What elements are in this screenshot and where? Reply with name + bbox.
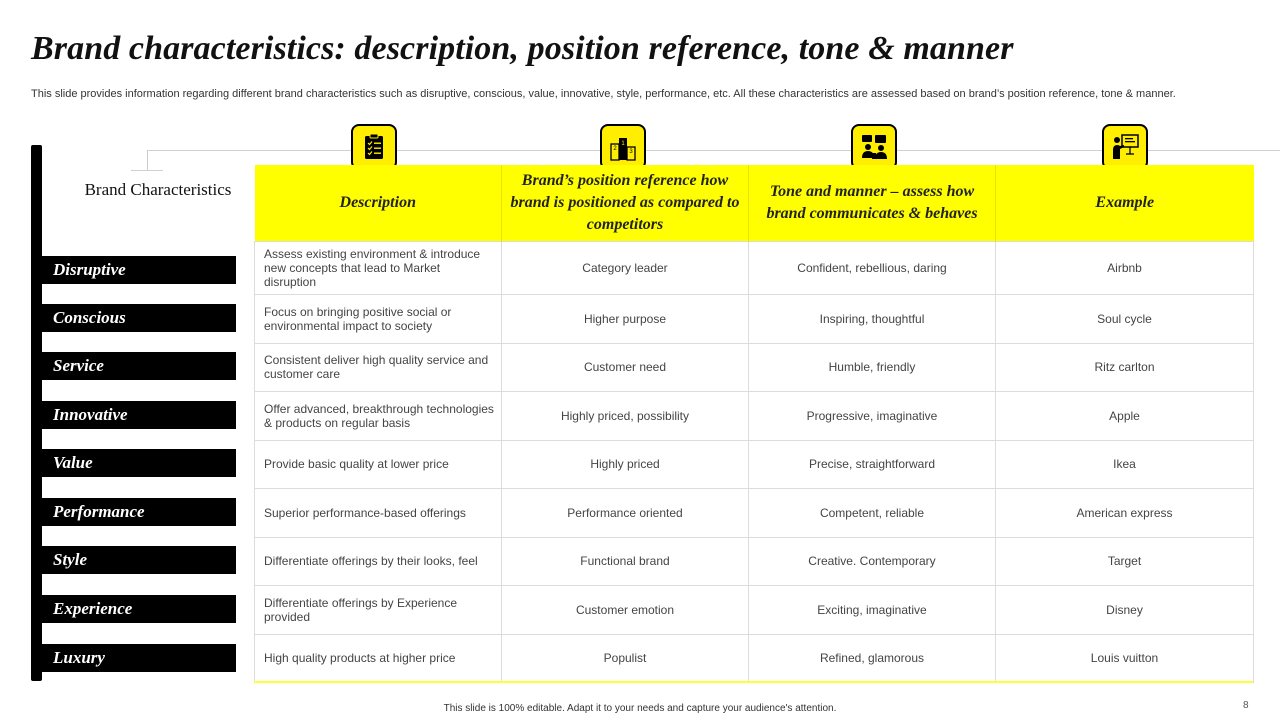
cell-example: Target: [996, 537, 1254, 586]
characteristic-label: Service: [42, 352, 236, 380]
cell-tone: Humble, friendly: [749, 343, 996, 392]
slide-title: Brand characteristics: description, position reference, tone & manner: [31, 30, 1014, 67]
cell-position: Performance oriented: [502, 489, 749, 538]
cell-example: American express: [996, 489, 1254, 538]
characteristic-label: Conscious: [42, 304, 236, 332]
clipboard-checklist-icon: [351, 124, 397, 170]
cell-description: Consistent deliver high quality service and customer care: [255, 343, 502, 392]
cell-description: Differentiate offerings by their looks, feel: [255, 537, 502, 586]
table-row: [255, 242, 1254, 295]
cell-description: High quality products at higher price: [255, 634, 502, 683]
cell-tone: Competent, reliable: [749, 489, 996, 538]
cell-tone: Exciting, imaginative: [749, 586, 996, 635]
cell-example: Soul cycle: [996, 295, 1254, 344]
characteristic-label: Performance: [42, 498, 236, 526]
table-row: [255, 634, 1254, 683]
cell-position: Higher purpose: [502, 295, 749, 344]
cell-position: Customer emotion: [502, 586, 749, 635]
brand-characteristics-table: [254, 165, 1254, 683]
cell-tone: Confident, rebellious, daring: [749, 242, 996, 295]
header-description: Description: [255, 165, 502, 242]
cell-position: Highly priced, possibility: [502, 392, 749, 441]
cell-position: Populist: [502, 634, 749, 683]
table-row: [255, 295, 1254, 344]
characteristic-label: Luxury: [42, 644, 236, 672]
cell-description: Superior performance-based offerings: [255, 489, 502, 538]
header-tone-manner: Tone and manner – assess how brand communicates & behaves: [749, 165, 996, 242]
footer-note: This slide is 100% editable. Adapt it to your needs and capture your audience's attention.: [443, 703, 837, 714]
cell-description: Assess existing environment & introduce new concepts that lead to Market disruption: [255, 242, 502, 295]
team-communication-icon: [851, 124, 897, 170]
cell-position: Highly priced: [502, 440, 749, 489]
characteristic-label: Style: [42, 546, 236, 574]
cell-description: Differentiate offerings by Experience provided: [255, 586, 502, 635]
cell-tone: Inspiring, thoughtful: [749, 295, 996, 344]
table-row: [255, 489, 1254, 538]
characteristic-label: Value: [42, 449, 236, 477]
brand-characteristics-heading: Brand Characteristics: [84, 180, 232, 199]
cell-tone: Creative. Contemporary: [749, 537, 996, 586]
characteristic-label: Disruptive: [42, 256, 236, 284]
cell-example: Ikea: [996, 440, 1254, 489]
cell-tone: Progressive, imaginative: [749, 392, 996, 441]
table-row: [255, 343, 1254, 392]
cell-tone: Refined, glamorous: [749, 634, 996, 683]
podium-label-3: 3: [629, 149, 633, 155]
vertical-accent-bar: [31, 145, 42, 681]
podium-label-2: 2: [613, 146, 617, 152]
cell-description: Focus on bringing positive social or environmental impact to society: [255, 295, 502, 344]
slide-subtitle: This slide provides information regarding different brand characteristics such as disruptive, conscious, value, innovative, style, performance, etc. All these characteristics are assessed based on brand’s position reference, tone & manner.: [31, 88, 1176, 100]
cell-example: Ritz carlton: [996, 343, 1254, 392]
cell-description: Offer advanced, breakthrough technologies & products on regular basis: [255, 392, 502, 441]
connector-line-short: [131, 170, 163, 171]
cell-example: Louis vuitton: [996, 634, 1254, 683]
cell-position: Functional brand: [502, 537, 749, 586]
table-row: [255, 440, 1254, 489]
characteristic-label: Experience: [42, 595, 236, 623]
connector-line-vertical: [147, 150, 148, 170]
cell-example: Disney: [996, 586, 1254, 635]
cell-position: Customer need: [502, 343, 749, 392]
cell-example: Airbnb: [996, 242, 1254, 295]
cell-position: Category leader: [502, 242, 749, 295]
table-row: [255, 537, 1254, 586]
header-example: Example: [996, 165, 1254, 242]
table-row: [255, 392, 1254, 441]
table-header-row: [255, 165, 1254, 242]
header-position-reference: Brand’s position reference how brand is positioned as compared to competitors: [502, 165, 749, 242]
podium-label-1: 1: [621, 141, 625, 147]
table-bottom-accent: [254, 681, 1253, 683]
cell-description: Provide basic quality at lower price: [255, 440, 502, 489]
table-row: [255, 586, 1254, 635]
page-number: 8: [1243, 700, 1249, 711]
cell-tone: Precise, straightforward: [749, 440, 996, 489]
presentation-board-icon: [1102, 124, 1148, 170]
podium-ranking-icon: [600, 124, 646, 170]
cell-example: Apple: [996, 392, 1254, 441]
characteristic-label: Innovative: [42, 401, 236, 429]
